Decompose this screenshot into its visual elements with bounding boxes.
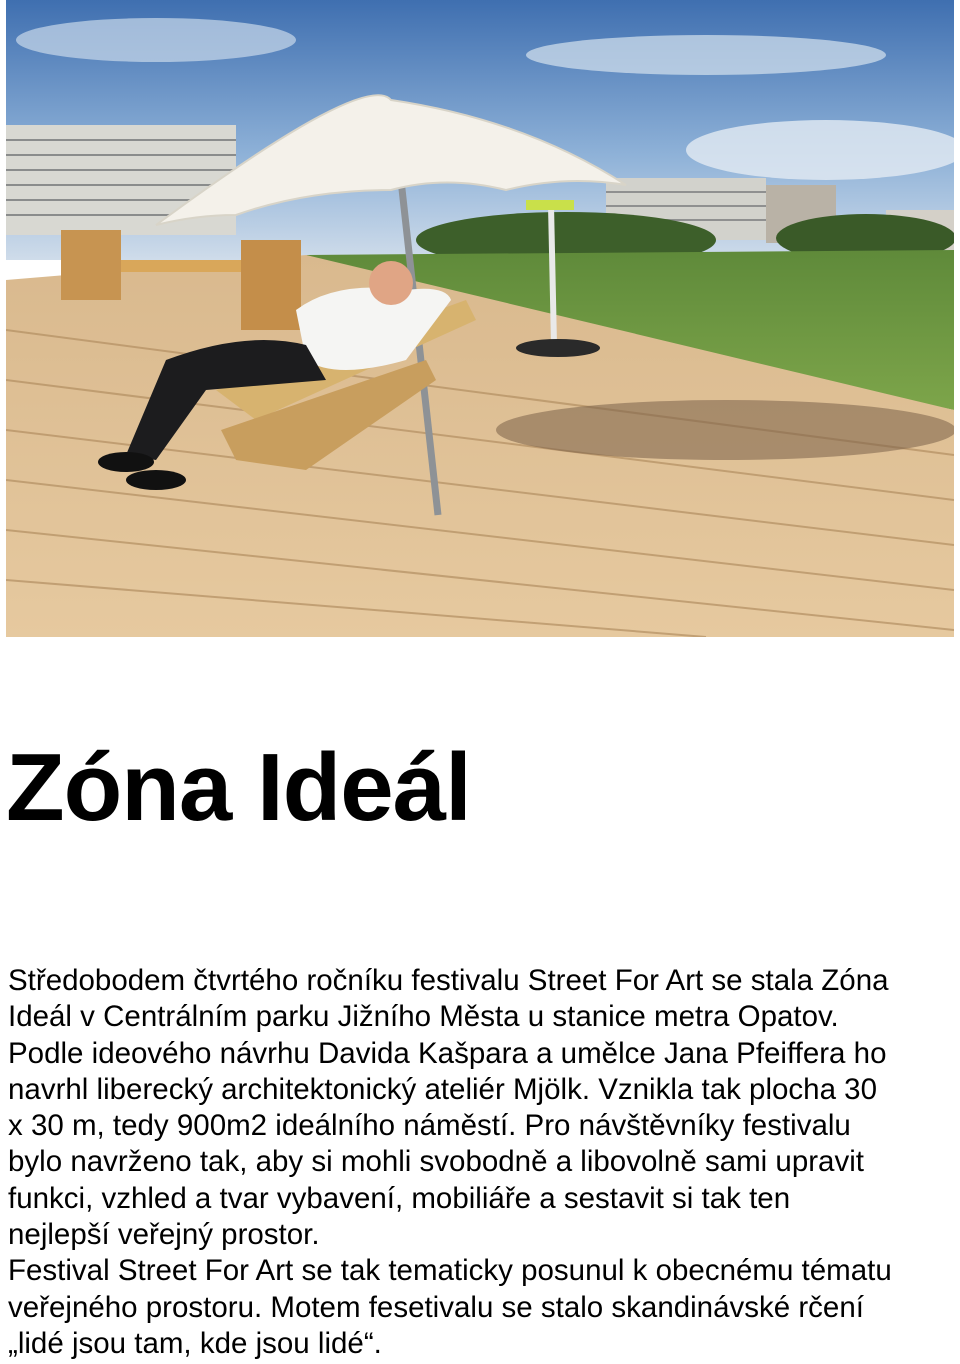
text-line: x 30 m, tedy 900m2 ideálního náměstí. Pro návštěvníky festivalu (8, 1109, 851, 1143)
wooden-bench (241, 240, 301, 330)
text-line: „lidé jsou tam, kde jsou lidé“. (8, 1326, 382, 1360)
hero-photo (6, 0, 954, 637)
cloud (686, 120, 954, 180)
text-line: nejlepší veřejný prostor. (8, 1218, 320, 1252)
text-line: Podle ideového návrhu Davida Kašpara a umělce Jana Pfeiffera ho (8, 1036, 887, 1070)
wooden-bench (61, 230, 121, 300)
cloud (526, 35, 886, 75)
page-title: Zóna Ideál (6, 734, 471, 841)
apartment-building (6, 125, 236, 235)
text-line: Středobodem čtvrtého ročníku festivalu Street For Art se stala Zóna (8, 964, 889, 997)
person-shoe (126, 470, 186, 490)
text-line: funkci, vzhled a tvar vybavení, mobiliáře a sestavit si tak ten (8, 1181, 791, 1215)
person-shoe (98, 452, 154, 472)
text-line: navrhl liberecký architektonický ateliér Mjölk. Vznikla tak plocha 30 (8, 1072, 877, 1106)
text-line: bylo navrženo tak, aby si mohli svobodně a libovolně sami upravit (8, 1145, 864, 1179)
marker-flag (526, 200, 574, 210)
text-line: Ideál v Centrálním parku Jižního Města u stanice metra Opatov. (8, 1000, 839, 1034)
article-text (8, 963, 956, 1362)
umbrella-shadow (496, 400, 954, 460)
marker-pole (551, 205, 554, 345)
marker-base (516, 339, 600, 357)
text-line: Festival Street For Art se tak tematicky posunul k obecnému tématu (8, 1254, 892, 1288)
cloud (16, 18, 296, 62)
wooden-bench (116, 260, 256, 272)
text-line: veřejného prostoru. Motem fesetivalu se stalo skandinávské rčení (8, 1290, 864, 1324)
person-head (369, 261, 413, 305)
